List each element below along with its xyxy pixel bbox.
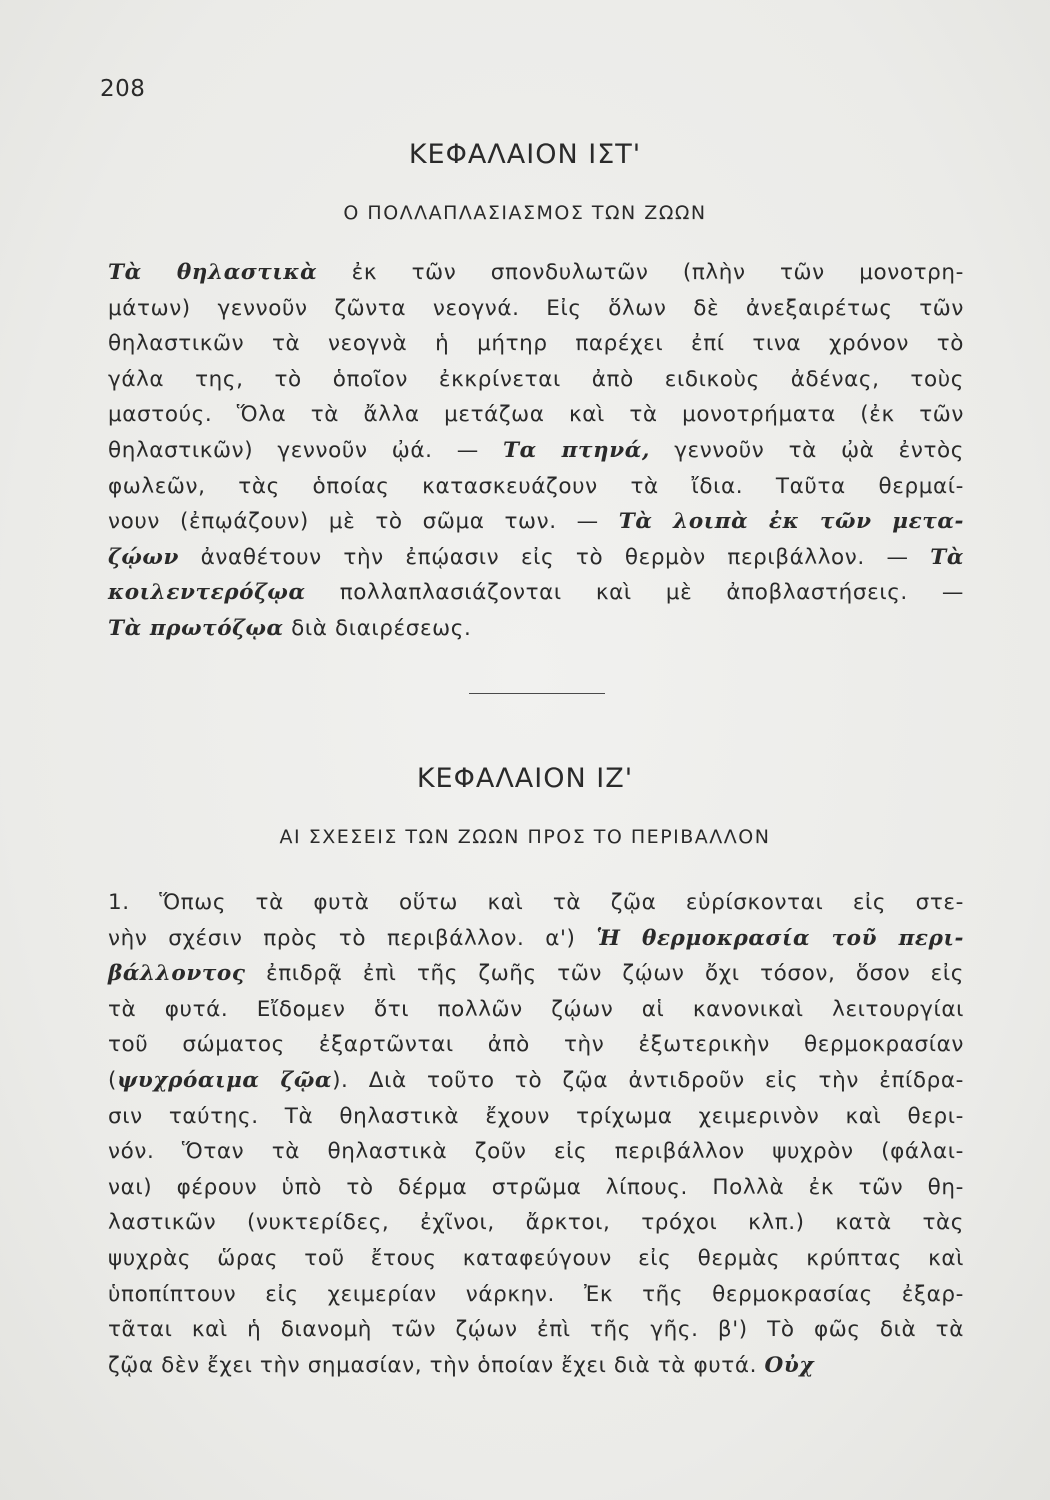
- body-text: ὑποπίπτουν εἰς χειμερίαν νάρκην. Ἐκ τῆς θερμοκρασίας ἐξαρ-: [108, 1281, 964, 1307]
- emphasized-term: ζῴων: [108, 544, 179, 570]
- body-text: νόν. Ὅταν τὰ θηλαστικὰ ζοῦν εἰς περιβάλλον ψυχρὸν (φάλαι-: [108, 1139, 964, 1165]
- body-text: διὰ διαιρέσεως.: [283, 615, 472, 641]
- chapter-17-title: ΚΕΦΑΛΑΙΟΝ ΙΖ': [416, 763, 634, 794]
- page-number: 208: [100, 76, 146, 102]
- emphasized-term: Τὰ θηλαστικὰ: [108, 260, 318, 285]
- body-text: ζῷα δὲν ἔχει τὴν σημασίαν, τὴν ὁποίαν ἔχει διὰ τὰ φυτά.: [108, 1352, 765, 1378]
- text-line: [108, 885, 964, 921]
- body-text: σιν ταύτης. Τὰ θηλαστικὰ ἔχουν τρίχωμα χειμερινὸν καὶ θερι-: [108, 1103, 964, 1129]
- text-line: [108, 433, 964, 469]
- text-line: [108, 992, 964, 1028]
- body-text: ἐκ τῶν σπονδυλωτῶν (πλὴν τῶν μονοτρη-: [317, 260, 964, 285]
- emphasized-term: βάλλοντος: [108, 961, 246, 987]
- body-text: ). Διὰ τοῦτο τὸ ζῷα ἀντιδροῦν εἰς τὴν ἐπίδρα-: [332, 1067, 964, 1093]
- text-line: [108, 1099, 964, 1135]
- body-text: μαστούς. Ὅλα τὰ ἄλλα μετάζωα καὶ τὰ μονοτρήματα (ἐκ τῶν: [108, 402, 964, 428]
- text-line: [108, 540, 964, 576]
- text-line: [108, 1134, 964, 1170]
- text-line: [108, 1312, 964, 1348]
- emphasized-term: ψυχρόαιμα ζῷα: [117, 1067, 333, 1093]
- body-text: ἐπιδρᾷ ἐπὶ τῆς ζωῆς τῶν ζῴων ὄχι τόσον, ὅσον εἰς: [245, 961, 964, 987]
- emphasized-term: Οὐχ: [764, 1352, 815, 1378]
- section-divider: [469, 693, 605, 694]
- body-text: τὰ φυτά. Εἴδομεν ὅτι πολλῶν ζῴων αἱ κανονικαὶ λειτουργίαι: [108, 996, 964, 1022]
- text-line: [108, 1027, 964, 1063]
- body-text: λαστικῶν (νυκτερίδες, ἐχῖνοι, ἄρκτοι, τρόχοι κλπ.) κατὰ τὰς: [108, 1210, 964, 1236]
- text-line: [108, 504, 964, 540]
- text-line: [108, 956, 964, 992]
- text-line: [108, 1241, 964, 1277]
- chapter-16-paragraph: [108, 255, 964, 647]
- chapter-17-heading: ΑΙ ΣΧΕΣΕΙΣ ΤΩΝ ΖΩΩΝ ΠΡΟΣ ΤΟ ΠΕΡΙΒΑΛΛΟΝ: [279, 826, 771, 848]
- body-text: νουν (ἐπῳάζουν) μὲ τὸ σῶμα των. —: [108, 509, 619, 535]
- text-line: [108, 1063, 964, 1099]
- body-text: νὴν σχέσιν πρὸς τὸ περιβάλλον. α'): [108, 925, 597, 951]
- body-text: μάτων) γεννοῦν ζῶντα νεογνά. Εἰς ὅλων δὲ ἀνεξαιρέτως τῶν: [108, 295, 964, 321]
- body-text: γάλα της, τὸ ὁποῖον ἐκκρίνεται ἀπὸ ειδικοὺς ἀδένας, τοὺς: [108, 366, 964, 392]
- text-line: [108, 362, 964, 398]
- text-line: [108, 611, 964, 647]
- body-text: (: [108, 1067, 117, 1093]
- chapter-17-paragraph: [108, 885, 964, 1383]
- body-text: πολλαπλασιάζονται καὶ μὲ ἀποβλαστήσεις. —: [305, 580, 964, 606]
- body-text: θηλαστικῶν τὰ νεογνὰ ἡ μήτηρ παρέχει ἐπί τινα χρόνον τὸ: [108, 331, 964, 357]
- body-text: ναι) φέρουν ὑπὸ τὸ δέρμα στρῶμα λίπους. Πολλὰ ἐκ τῶν θη-: [108, 1174, 964, 1200]
- body-text: γεννοῦν τὰ ᾠὰ ἐντὸς: [650, 437, 964, 463]
- text-line: [108, 575, 964, 611]
- chapter-16-title: ΚΕΦΑΛΑΙΟΝ ΙΣΤ': [408, 139, 642, 170]
- emphasized-term: Τὰ: [930, 544, 964, 570]
- body-text: ψυχρὰς ὥρας τοῦ ἔτους καταφεύγουν εἰς θερμὰς κρύπτας καὶ: [108, 1245, 964, 1271]
- text-line: [108, 469, 964, 505]
- text-line: [108, 1170, 964, 1206]
- chapter-16-heading: Ο ΠΟΛΛΑΠΛΑΣΙΑΣΜΟΣ ΤΩΝ ΖΩΩΝ: [343, 202, 707, 224]
- text-line: [108, 397, 964, 433]
- emphasized-term: Τὰ λοιπὰ ἐκ τῶν μετα-: [618, 509, 964, 535]
- text-line: [108, 1348, 964, 1384]
- body-text: 1. Ὅπως τὰ φυτὰ οὕτω καὶ τὰ ζῷα εὑρίσκονται εἰς στε-: [108, 890, 964, 915]
- emphasized-term: κοιλεντερόζῳα: [108, 580, 306, 606]
- body-text: ἀναθέτουν τὴν ἐπῴασιν εἰς τὸ θερμὸν περιβάλλον. —: [179, 544, 931, 570]
- body-text: τᾶται καὶ ἡ διανομὴ τῶν ζῴων ἐπὶ τῆς γῆς. β') Τὸ φῶς διὰ τὰ: [108, 1317, 964, 1343]
- text-line: [108, 291, 964, 327]
- emphasized-term: Ἡ θερμοκρασία τοῦ περι-: [596, 925, 964, 951]
- body-text: τοῦ σώματος ἐξαρτῶνται ἀπὸ τὴν ἐξωτερικὴν θερμοκρασίαν: [108, 1032, 964, 1058]
- emphasized-term: Τὰ πρωτόζῳα: [108, 615, 284, 641]
- emphasized-term: Τα πτηνά,: [503, 437, 651, 463]
- text-line: [108, 326, 964, 362]
- body-text: θηλαστικῶν) γεννοῦν ᾠά. —: [108, 437, 504, 463]
- text-line: [108, 1205, 964, 1241]
- text-line: [108, 1277, 964, 1313]
- body-text: φωλεῶν, τὰς ὁποίας κατασκευάζουν τὰ ἴδια. Ταῦτα θερμαί-: [108, 473, 964, 499]
- text-line: [108, 921, 964, 957]
- text-line: [108, 255, 964, 291]
